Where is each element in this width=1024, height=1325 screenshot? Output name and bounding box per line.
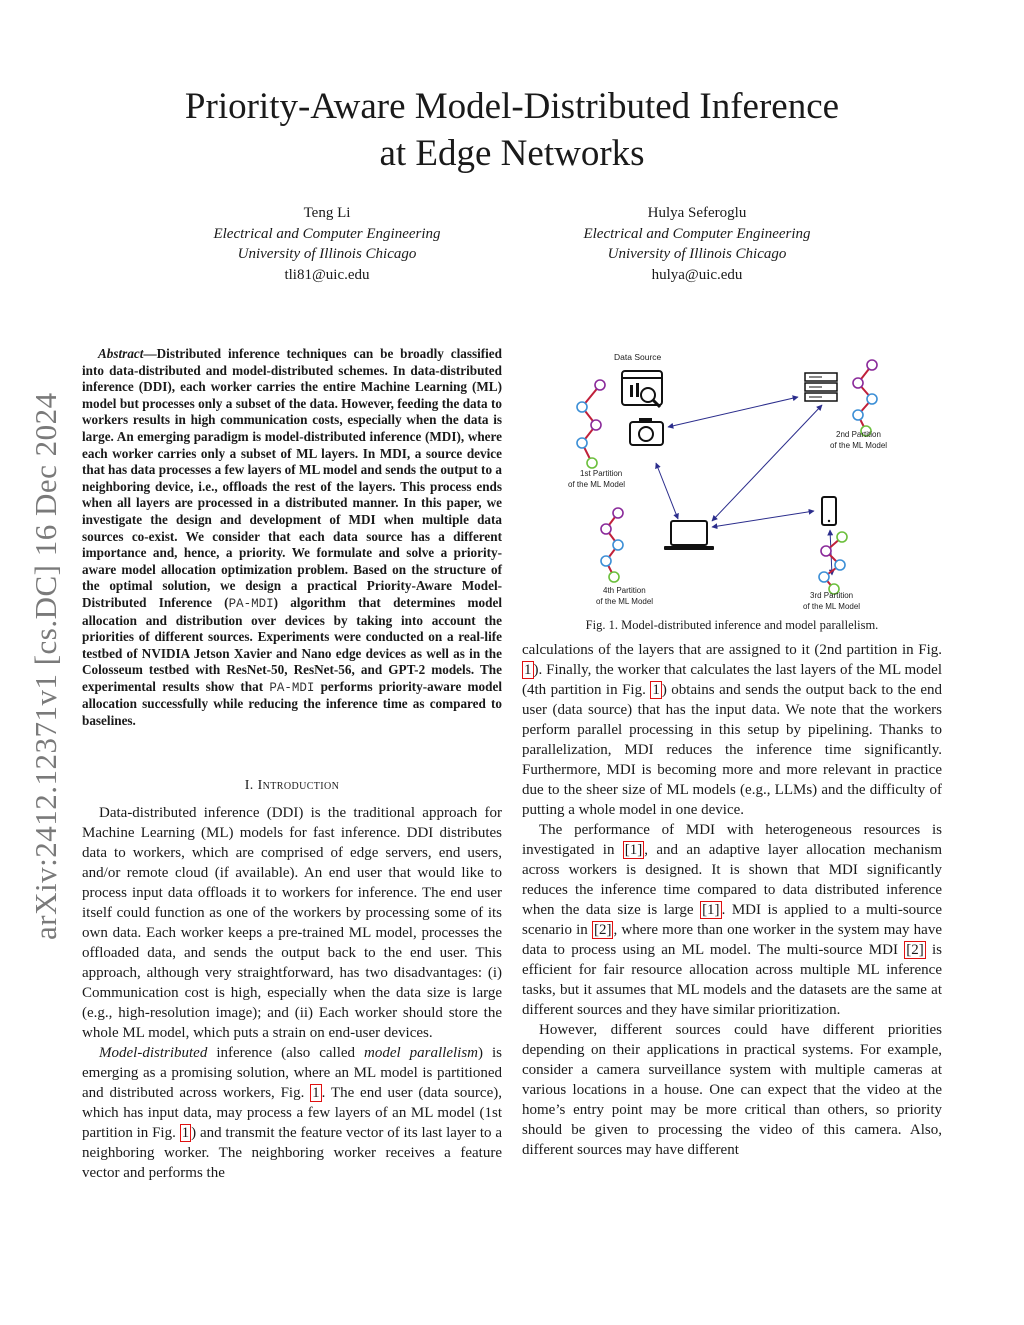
author-university: University of Illinois Chicago: [237, 246, 417, 262]
fig-label-partition-2a: 2nd Partition: [836, 430, 881, 439]
paragraph-text: . The end user (data source), which has input data, may process a few layers of an ML model (1st partition in Fig.: [82, 1085, 502, 1141]
laptop-icon: [664, 521, 714, 550]
paragraph-text: inference (also called: [207, 1045, 365, 1061]
paragraph-text: , where more than one worker in the system may have data to process using an ML model. The multi-source MDI: [522, 922, 942, 958]
author-block-1: [162, 203, 492, 285]
figure-reference-link[interactable]: 1: [312, 1085, 320, 1101]
author-email: tli81@uic.edu: [284, 266, 370, 283]
paragraph-text: ). Finally, the worker that calculates the last layers of the ML model (4th partition in Fig.: [522, 662, 942, 698]
left-column-body: [82, 803, 502, 1183]
abstract-text-3: performs priority-aware model allocation successfully while reducing the inference time as compared to baselines.: [82, 678, 502, 729]
author-name: Hulya Seferoglu: [647, 205, 747, 221]
link-arrow: [712, 511, 814, 527]
figure-reference-link[interactable]: 1: [652, 682, 660, 698]
smartphone-icon: [822, 497, 836, 525]
arxiv-stamp: arXiv:2412.12371v1 [cs.DC] 16 Dec 2024: [28, 392, 63, 940]
partition-2-network-icon: [853, 360, 877, 436]
author-university: University of Illinois Chicago: [607, 246, 787, 262]
paper-title-line-2: at Edge Networks: [379, 133, 645, 174]
em-text: Model-distributed: [99, 1045, 208, 1061]
figure-1-caption: Fig. 1. Model-distributed inference and model parallelism.: [585, 618, 879, 632]
algorithm-name: PA-MDI: [269, 680, 315, 695]
citation-link[interactable]: [1]: [702, 902, 720, 918]
body-paragraph-continued: [522, 640, 942, 820]
abstract: [82, 346, 502, 730]
fig-label-partition-4a: 4th Partition: [603, 586, 646, 595]
author-dept: Electrical and Computer Engineering: [213, 225, 441, 242]
author-block-2: [532, 203, 862, 285]
partition-4-network-icon: [601, 508, 623, 582]
fig-label-partition-4b: of the ML Model: [596, 597, 654, 606]
link-arrow: [656, 463, 678, 519]
paper-title-line-1: Priority-Aware Model-Distributed Inference: [184, 86, 840, 127]
author-dept: Electrical and Computer Engineering: [583, 225, 811, 242]
section-heading-introduction: [82, 778, 502, 794]
camera-icon: [630, 418, 663, 445]
section-title: Introduction: [257, 778, 340, 793]
fig-label-partition-3a: 3rd Partition: [810, 591, 854, 600]
fig-label-partition-2b: of the ML Model: [830, 441, 888, 450]
body-paragraph-priorities: However, different sources could have different priorities depending on their applications in practical systems. For example, consider a camera surveillance system with multiple cameras at various locations in a house. One can expect that the video at the home’s entry point may be more critical than others, so priority should be given to processing the video of this camera. Also, different sources may have different: [522, 1022, 942, 1158]
paragraph-text: calculations of the layers that are assigned to it (2nd partition in Fig.: [522, 642, 942, 658]
fig-label-partition-1a: 1st Partition: [580, 469, 623, 478]
abstract-text-2: ) algorithm that determines model allocation and distribution over devices by taking into account the priorities of different sources. Experiments were conducted on a real-life testbed of NVIDIA Jetson Xavier and Nano edge devices as well as in the Colosseum testbed with ResNet-50, ResNet-56, and GPT-2 models. The experimental results show that: [82, 594, 502, 694]
paragraph-text: ) is emerging as a promising solution, where an ML model is partitioned and distributed across workers, Fig.: [82, 1045, 502, 1101]
partition-1-network-icon: [577, 380, 605, 468]
fig-label-partition-3b: of the ML Model: [803, 602, 861, 611]
paragraph-text: ) and transmit the feature vector of its last layer to a neighboring worker. The neighboring worker receives a feature vector and performs the: [82, 1125, 502, 1181]
citation-link[interactable]: [2]: [593, 922, 612, 938]
fig-label-data-source: Data Source: [614, 352, 662, 362]
algorithm-name: PA-MDI: [228, 596, 274, 611]
intro-paragraph-2: [82, 1043, 502, 1183]
citation-link[interactable]: [2]: [906, 942, 924, 958]
server-icon: [805, 373, 837, 401]
figure-reference-link[interactable]: 1: [181, 1125, 190, 1141]
citation-link[interactable]: [1]: [624, 842, 643, 858]
link-arrow: [668, 397, 798, 427]
intro-paragraph-1: Data-distributed inference (DDI) is the traditional approach for Machine Learning (ML) models for fast inference. DDI distributes data to workers, which are comprised of edge servers, end users, and/or remote cloud (if available). An end user that would like to process input data offloads it to workers for inference. The end user itself could function as one of the workers by processing some of its own data. Each worker keeps a pre-trained ML model, processes the offloaded data, and sends the output back to the end user. This approach, although very straightforward, has two disadvantages: (i) Communication cost is high, especially when the data size is large (e.g., high-resolution image); and (ii) Each worker should store the whole ML model, which puts a strain on end-user devices.: [82, 805, 502, 1041]
right-column-body: [522, 640, 942, 1160]
body-paragraph-related-work: [522, 820, 942, 1020]
link-arrow: [712, 405, 822, 521]
author-email: hulya@uic.edu: [651, 266, 743, 283]
paragraph-text: . MDI is applied to a multi-source scenario in: [522, 902, 942, 938]
paragraph-text: The performance of MDI with heterogeneous resources is investigated in: [522, 822, 942, 858]
abstract-lead: Abstract: [98, 346, 144, 361]
abstract-text-1: —Distributed inference techniques can be broadly classified into data-distributed and model-distributed schemes. In data-distributed inference (DDI), each worker carries the entire Machine Learning (ML) model but processes only a subset of the data. However, feeding the data to workers results in high communication costs, especially when the data is large. An emerging paradigm is model-distributed inference (MDI), where each worker carries only a subset of ML layers. In MDI, a source device that has data processes a few layers of ML model and sends the output to a neighboring device, i.e., offloads the rest of the layers. This process ends when all layers are processed in a distributed manner. In this paper, we investigate the design and development of MDI when multiple data sources co-exist. We consider that each data source has a different importance and, hence, a priority. We formulate and solve a priority-aware model allocation optimization problem. Based on the structure of the optimal solution, we design a practical Priority-Aware Model-Distributed Inference (: [82, 346, 502, 610]
fig-label-partition-1b: of the ML Model: [568, 480, 626, 489]
partition-3-network-icon: [819, 532, 847, 594]
paragraph-text: ) obtains and sends the output back to the end user (data source) that has the input data. We note that the workers perform parallel processing in this setup by pipelining. Thanks to parallelization, MDI reduces the inference time significantly. Furthermore, MDI is becoming more and more relevant in practice due to the sheer size of ML models (e.g., LLMs) and the difficulty of putting a whole model in one device.: [522, 682, 942, 818]
section-numeral: I.: [244, 778, 258, 793]
em-text: model parallelism: [364, 1045, 479, 1061]
figure-reference-link[interactable]: 1: [524, 662, 532, 678]
author-name: Teng Li: [303, 205, 351, 221]
data-source-monitor-icon: [622, 371, 662, 407]
figure-1-diagram: [560, 345, 900, 613]
paragraph-text: , and an adaptive layer allocation mechanism across workers is designed. It is shown that MDI significantly reduces the inference time compared to data distributed inference when the data size is large: [522, 842, 942, 918]
paragraph-text: is efficient for fair resource allocation across multiple ML inference tasks, but it assumes that ML models and the datasets are the same at different sources and they have similar prioritization.: [522, 942, 942, 1018]
